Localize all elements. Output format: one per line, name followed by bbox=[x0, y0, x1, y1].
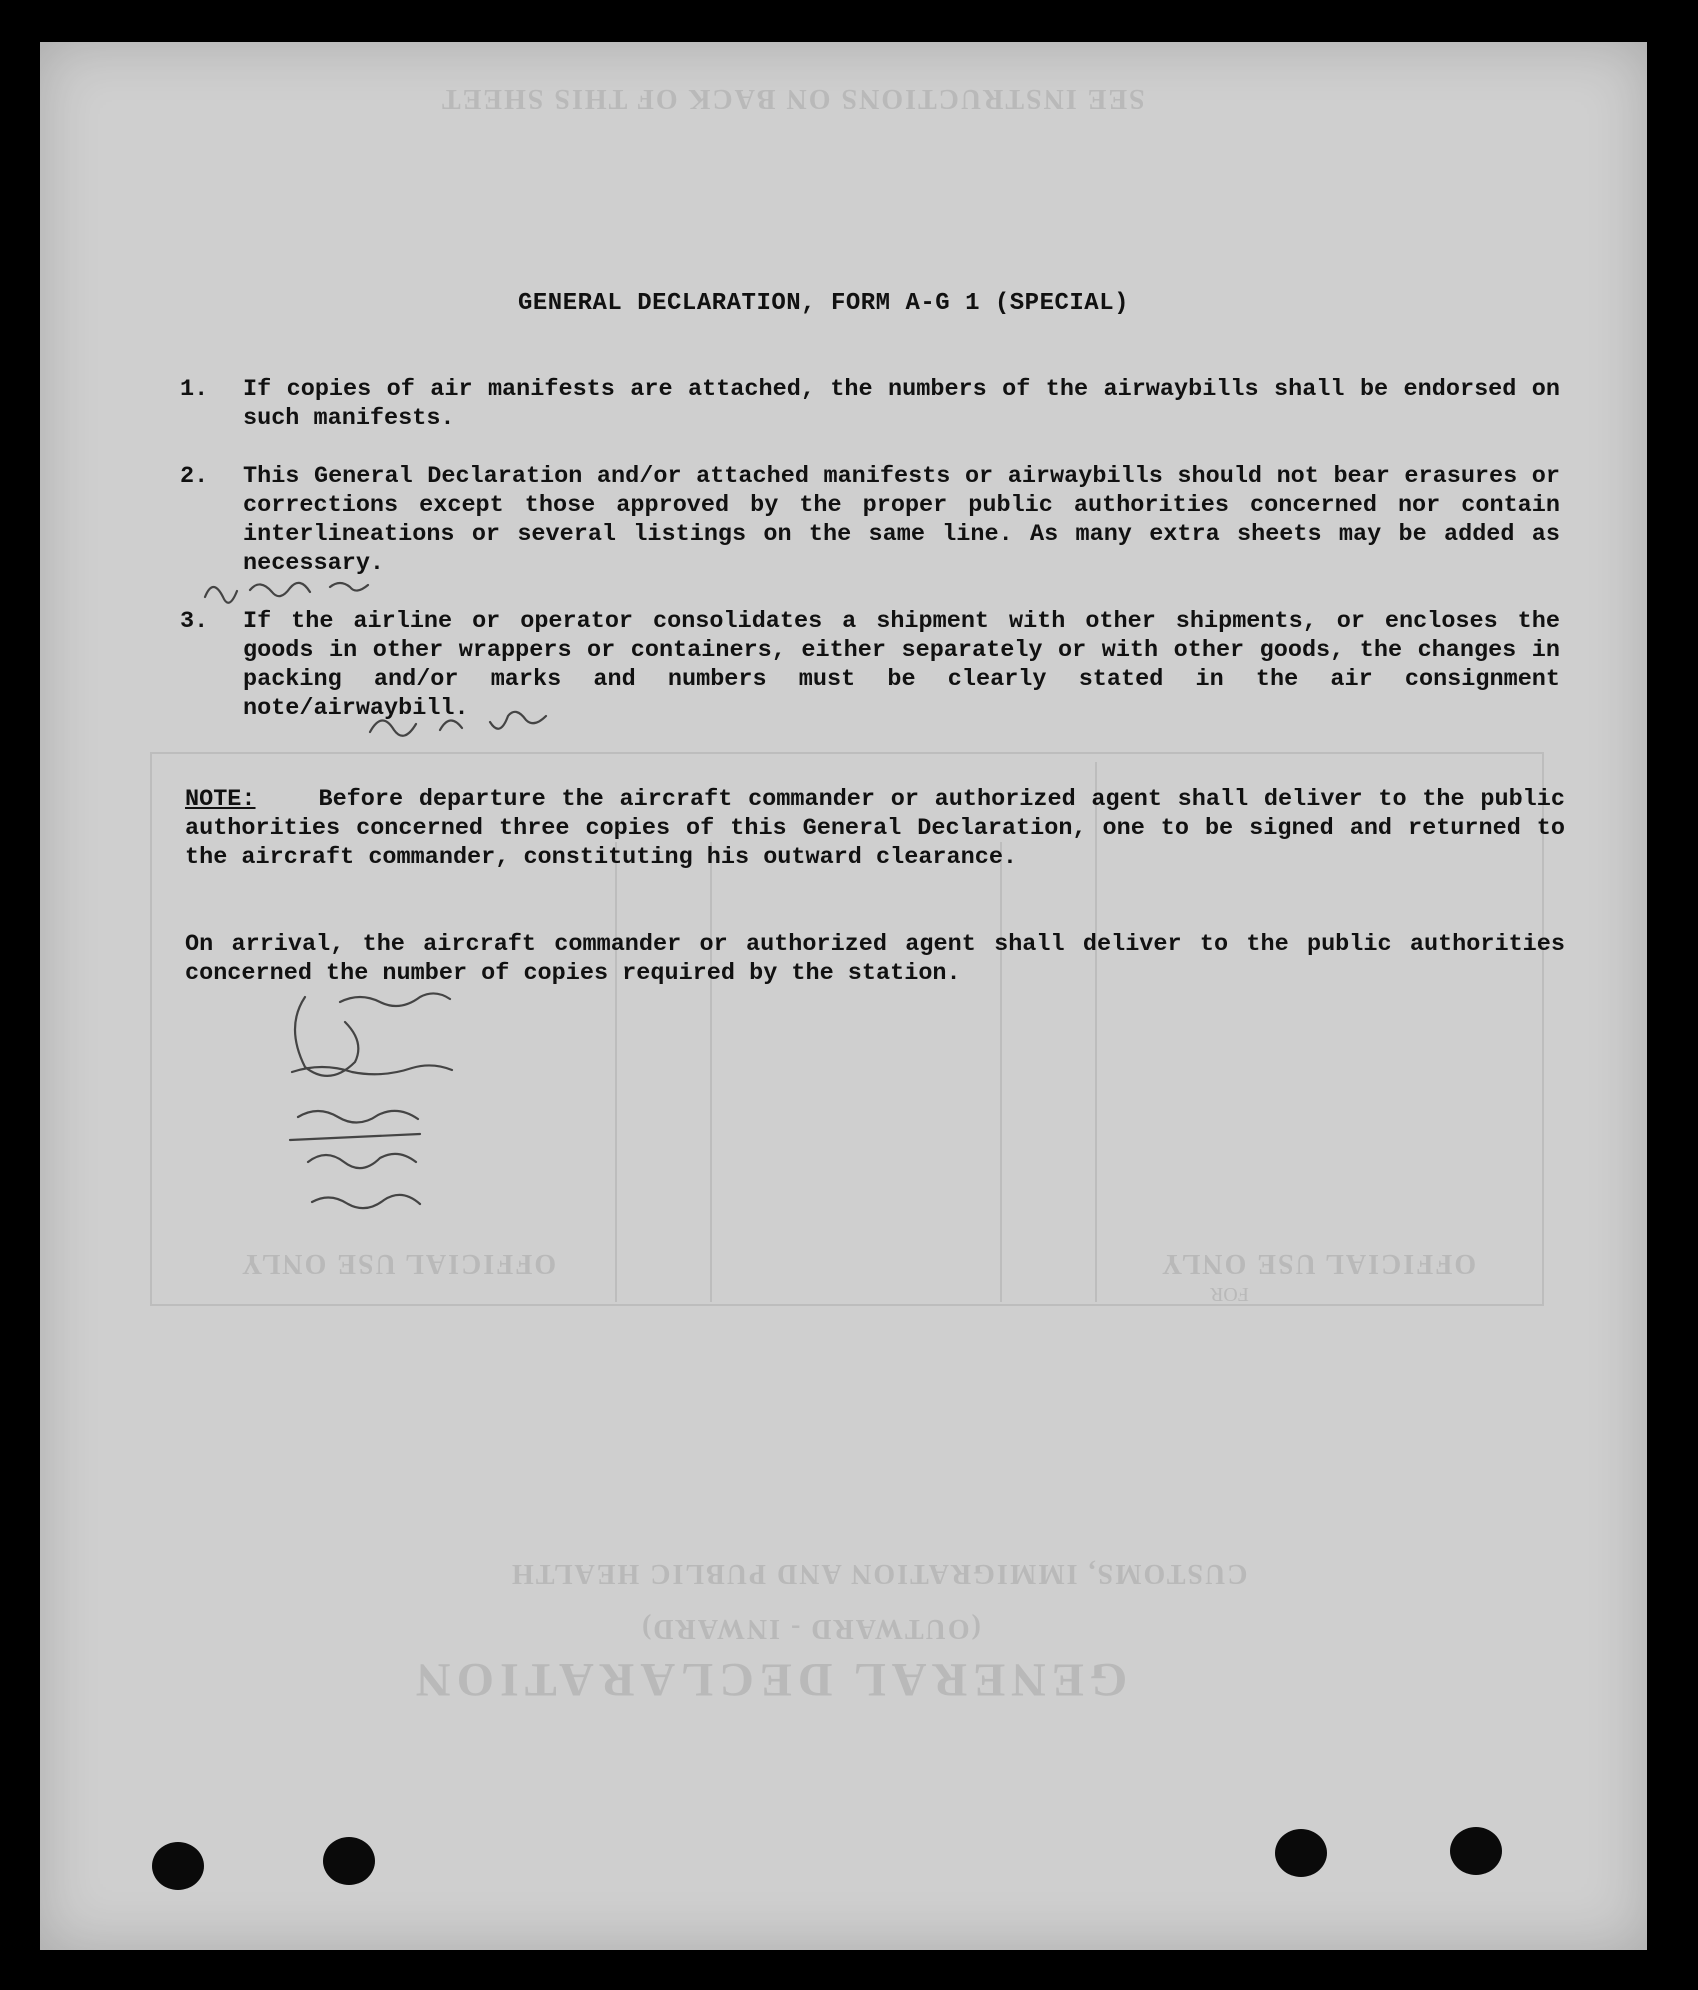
form-title: GENERAL DECLARATION, FORM A-G 1 (SPECIAL) bbox=[518, 290, 1129, 317]
pencil-annotation-5 bbox=[312, 1195, 420, 1208]
punch-hole bbox=[1450, 1827, 1502, 1875]
pencil-underline bbox=[290, 1134, 420, 1140]
instruction-text: If the airline or operator consolidates a shipment with other shipments, or encloses the goods in other wrappers or containers, either separately or with other goods, the changes in packing and/or marks and numbers must be clearly stated in the air consignment note/airwaybill. bbox=[243, 608, 1560, 722]
pencil-annotation-3 bbox=[298, 1111, 418, 1123]
pencil-scribble-2 bbox=[370, 712, 546, 736]
instruction-number: 3. bbox=[180, 608, 209, 635]
show-through-official-use-right: OFFICIAL USE ONLY bbox=[1160, 1248, 1477, 1279]
instruction-text: This General Declaration and/or attached manifests or airwaybills should not bear erasures or corrections except those approved by the proper public authorities concerned nor contain interlineations or several listings on the same line. As many extra sheets may be added as necessary. bbox=[243, 463, 1560, 577]
show-through-top-line: SEE INSTRUCTIONS ON BACK OF THIS SHEET bbox=[440, 83, 1145, 114]
punch-hole bbox=[152, 1842, 204, 1890]
instruction-number: 1. bbox=[180, 376, 209, 403]
instruction-number: 2. bbox=[180, 463, 209, 490]
note-label: NOTE: bbox=[185, 786, 256, 813]
pencil-annotation-circle bbox=[295, 997, 358, 1076]
arrival-paragraph: On arrival, the aircraft commander or authorized agent shall deliver to the public authorities concerned the number of copies required by the station. bbox=[185, 931, 1565, 987]
show-through-for-label: FOR bbox=[1210, 1283, 1249, 1305]
show-through-subheading: (OUTWARD - INWARD) bbox=[640, 1613, 981, 1644]
show-through-agencies: CUSTOMS, IMMIGRATION AND PUBLIC HEALTH bbox=[510, 1558, 1248, 1589]
pencil-annotation-4 bbox=[308, 1154, 416, 1168]
handwritten-marks bbox=[40, 42, 1647, 1950]
instruction-text: If copies of air manifests are attached, the numbers of the airwaybills shall be endorsed on such manifests. bbox=[243, 376, 1560, 432]
pencil-annotation-1 bbox=[340, 993, 450, 1006]
show-through-heading: GENERAL DECLARATION bbox=[410, 1653, 1128, 1706]
note-text: Before departure the aircraft commander or authorized agent shall deliver to the public authorities concerned three copies of this General Declaration, one to be signed and returned to the aircraft commander, constituting his outward clearance. bbox=[185, 786, 1565, 871]
punch-hole bbox=[323, 1837, 375, 1885]
pencil-scribble-1 bbox=[205, 583, 368, 603]
document-page bbox=[40, 42, 1647, 1950]
show-through-official-use-left: OFFICIAL USE ONLY bbox=[240, 1248, 557, 1279]
punch-hole bbox=[1275, 1829, 1327, 1877]
